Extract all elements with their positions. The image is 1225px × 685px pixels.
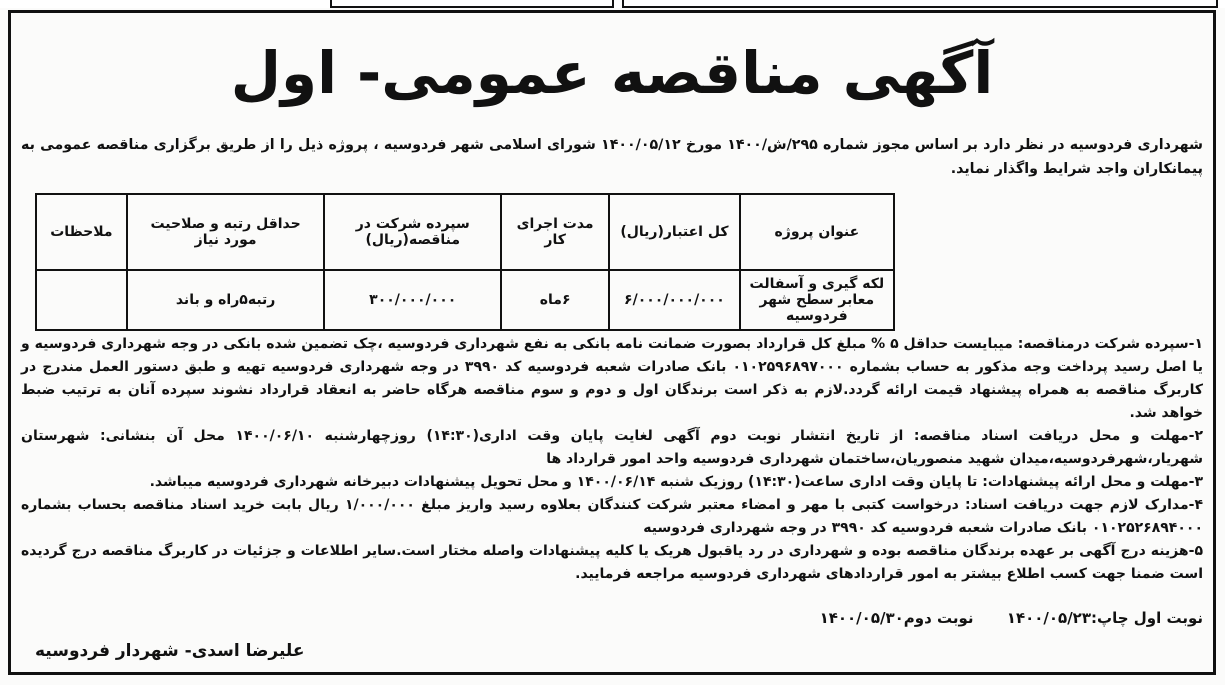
table-row — [36, 270, 894, 330]
signature-text: علیرضا اسدی- شهردار فردوسیه — [35, 641, 305, 661]
signature — [35, 641, 375, 661]
item-ad-cost: ۵-هزینه درج آگهی بر عهده برندگان مناقصه بوده و شهرداری در رد یاقبول هریک یا کلیه پیشنهادات واصله مختار است.سایر اطلاعات و جزئیات در کاربرگ مناقصه درج گردیده است ضمنا جهت کسب اطلاع بیشتر به امور قراردادهای شهرداری فردوسیه مراجعه فرمایید. — [21, 543, 1203, 582]
notice-title: آگهی مناقصه عمومی- اول — [230, 39, 994, 107]
notice-intro: شهرداری فردوسیه در نظر دارد بر اساس مجوز شماره ۲۹۵/ش/۱۴۰۰ مورخ ۱۴۰۰/۰۵/۱۲ شورای اسلامی شهر فردوسیه ، پروژه ذیل را از طریق برگزاری مناقصه عمومی به پیمانکاران واجد شرایط واگذار نماید. — [21, 137, 1203, 177]
top-border-strip — [0, 0, 1225, 8]
cell-rank: رتبه۵راه و باند — [127, 270, 325, 330]
item-proposal-deadline: ۳-مهلت و محل ارائه پیشنهادات: تا پایان وقت اداری ساعت(۱۴:۳۰) روزیک شنبه ۱۴۰۰/۰۶/۱۴ و محل تحویل پیشنهادات دبیرخانه شهرداری فردوسیه میباشد. — [149, 474, 1203, 490]
item-documents-deadline: ۲-مهلت و محل دریافت اسناد مناقصه: از تاریخ انتشار نوبت دوم آگهی لغایت پایان وقت اداری(۱۴:۳۰) روزچهارشنبه ۱۴۰۰/۰۶/۱۰ محل آن بنشانی: شهرستان شهریار،شهرفردوسیه،میدان شهید منصوریان،ساختمان شهرداری فردوسیه واحد امور قرارداد ها — [21, 428, 1203, 467]
header-notes: ملاحظات — [36, 194, 127, 270]
top-border-tab — [330, 0, 614, 8]
header-duration: مدت اجرای کار — [501, 194, 609, 270]
header-deposit: سپرده شرکت در مناقصه(ریال) — [324, 194, 501, 270]
header-credit: کل اعتبار(ریال) — [609, 194, 739, 270]
cell-duration: ۶ماه — [501, 270, 609, 330]
notice-frame — [8, 10, 1216, 675]
project-table — [35, 193, 895, 331]
first-print-date: نوبت اول چاپ:۱۴۰۰/۰۵/۲۳ — [1006, 609, 1203, 627]
item-required-documents: ۴-مدارک لازم جهت دریافت اسناد: درخواست کتبی با مهر و امضاء معتبر شرکت کنندگان بعلاوه رسید واریز مبلغ ۱/۰۰۰/۰۰۰ ریال بابت خرید اسناد مناقصه بحساب بشماره ۰۱۰۲۵۲۶۸۹۴۰۰۰ بانک صادرات شعبه فردوسیه کد ۳۹۹۰ در وجه شهرداری فردوسیه — [21, 497, 1203, 536]
top-border-tab — [622, 0, 1218, 8]
item-deposit: ۱-سپرده شرکت درمناقصه: میبایست حداقل ۵ % مبلغ کل قرارداد بصورت ضمانت نامه بانکی به نفع شهرداری فردوسیه ،چک تضمین شده بانکی در وجه شهرداری فردوسیه و یا اصل رسید پرداخت وجه مذکور به حساب بشماره ۰۱۰۲۵۹۶۸۹۷۰۰۰ بانک صادرات شعبه فردوسیه کد ۳۹۹۰ در وجه شهرداری فردوسیه تهیه و طبق دستور العمل مندرج در کاربرگ مناقصه به همراه پیشنهاد قیمت ارائه گردد.لازم به ذکر است برندگان اول و دوم و سوم مناقصه هرگاه حاضر به انعقاد قرارداد نشوند سپرده آنان به ترتیب ضبط خواهد شد. — [21, 336, 1203, 421]
print-dates — [792, 609, 1203, 627]
cell-deposit: ۳۰۰/۰۰۰/۰۰۰ — [324, 270, 501, 330]
table-header-row — [36, 194, 894, 270]
header-project: عنوان پروژه — [740, 194, 894, 270]
header-rank: حداقل رتبه و صلاحیت مورد نیاز — [127, 194, 325, 270]
second-print-date: نوبت دوم۱۴۰۰/۰۵/۳۰ — [819, 609, 974, 627]
cell-notes — [36, 270, 127, 330]
cell-project: لکه گیری و آسفالت معابر سطح شهر فردوسیه — [740, 270, 894, 330]
notice-items — [21, 333, 1203, 586]
cell-credit: ۶/۰۰۰/۰۰۰/۰۰۰ — [609, 270, 739, 330]
